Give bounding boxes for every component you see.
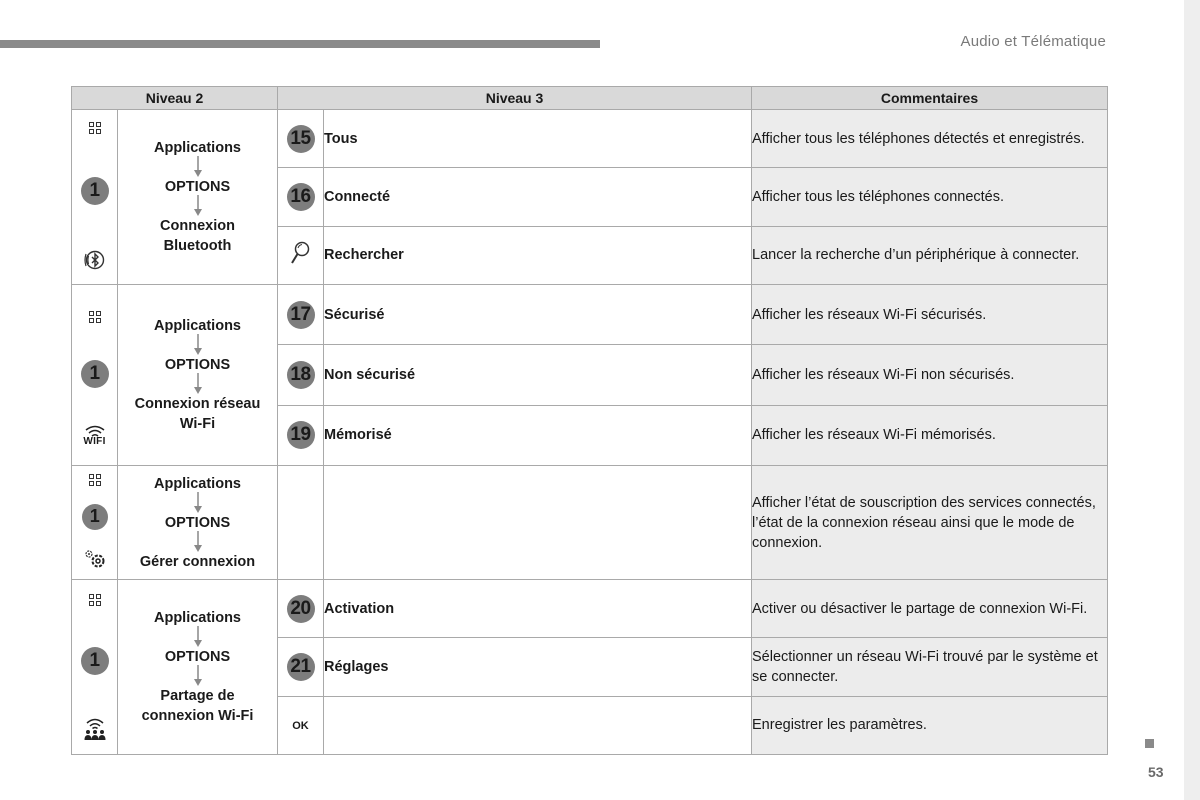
wifi-sharing-icon	[82, 716, 108, 742]
level2-path-cell	[118, 110, 278, 285]
arrow-down-icon	[193, 334, 203, 356]
level1-icon-cell	[72, 110, 118, 285]
table-row	[72, 285, 1108, 345]
applications-grid-icon	[89, 594, 101, 606]
arrow-down-icon	[193, 195, 203, 217]
level2-step-options: OPTIONS	[164, 514, 231, 531]
level1-number-badge: 1	[81, 647, 109, 675]
ok-label: OK	[292, 720, 309, 733]
level1-icon-cell	[72, 285, 118, 466]
level3-number-badge: 20	[287, 595, 315, 623]
magnifier-icon	[290, 240, 312, 266]
table-row	[72, 580, 1108, 638]
level3-number-badge: 19	[287, 421, 315, 449]
settings-table	[71, 86, 1108, 755]
level2-step-target: Gérer connexion	[139, 553, 256, 570]
header-decorative-bar	[0, 40, 600, 48]
level2-step-applications: Applications	[153, 610, 241, 626]
comment-text: Afficher tous les téléphones détectés et enregistrés.	[752, 110, 1108, 168]
level2-path-cell	[118, 285, 278, 466]
page-edge-strip	[1184, 0, 1200, 800]
level3-number-badge: 21	[287, 653, 315, 681]
level3-number-cell	[278, 466, 324, 580]
comment-text: Lancer la recherche d’un périphérique à connecter.	[752, 226, 1108, 284]
column-header-niveau-3: Niveau 3	[278, 87, 752, 110]
section-title: Audio et Télématique	[960, 33, 1106, 50]
level2-step-options: OPTIONS	[164, 649, 231, 665]
level1-number-badge: 1	[82, 504, 108, 530]
column-header-commentaires: Commentaires	[752, 87, 1108, 110]
comment-text: Afficher les réseaux Wi-Fi sécurisés.	[752, 285, 1108, 345]
level3-number-cell	[278, 405, 324, 465]
page-number: 53	[1148, 764, 1164, 780]
level1-icon-cell	[72, 466, 118, 580]
arrow-down-icon	[193, 626, 203, 648]
settings-gears-icon	[82, 548, 108, 570]
level3-label	[324, 696, 752, 754]
applications-grid-icon	[89, 122, 101, 134]
comment-text: Sélectionner un réseau Wi-Fi trouvé par le système et se connecter.	[752, 638, 1108, 696]
arrow-down-icon	[193, 665, 203, 687]
comment-text: Afficher l’état de souscription des services connectés, l’état de la connexion réseau ainsi que le mode de connexion.	[752, 466, 1108, 580]
level3-label: Activation	[324, 580, 752, 638]
level3-number-cell	[278, 285, 324, 345]
level2-step-applications: Applications	[153, 475, 241, 492]
level2-path-cell	[118, 466, 278, 580]
level2-step-target: Partage de connexion Wi-Fi	[141, 688, 254, 724]
arrow-down-icon	[193, 492, 203, 514]
level3-label: Sécurisé	[324, 285, 752, 345]
level2-step-options: OPTIONS	[164, 357, 231, 373]
level3-label: Non sécurisé	[324, 345, 752, 405]
comment-text: Afficher les réseaux Wi-Fi non sécurisés.	[752, 345, 1108, 405]
level3-number-cell	[278, 345, 324, 405]
comment-text: Enregistrer les paramètres.	[752, 696, 1108, 754]
level3-number-cell	[278, 110, 324, 168]
level3-label	[324, 466, 752, 580]
level2-step-options: OPTIONS	[164, 179, 231, 195]
table-header-row	[72, 87, 1108, 110]
level1-number-badge: 1	[81, 360, 109, 388]
level3-number-badge: 16	[287, 183, 315, 211]
level3-label: Tous	[324, 110, 752, 168]
comment-text: Afficher les réseaux Wi-Fi mémorisés.	[752, 405, 1108, 465]
level3-number-badge: 18	[287, 361, 315, 389]
applications-grid-icon	[89, 474, 101, 486]
arrow-down-icon	[193, 156, 203, 178]
table-row	[72, 110, 1108, 168]
column-header-niveau-2: Niveau 2	[72, 87, 278, 110]
bluetooth-icon	[83, 248, 107, 272]
level1-icon-cell	[72, 580, 118, 755]
table-row	[72, 466, 1108, 580]
level2-step-applications: Applications	[153, 318, 241, 334]
level2-path-cell	[118, 580, 278, 755]
level2-step-target: Connexion réseau Wi-Fi	[134, 396, 261, 432]
level3-icon-cell	[278, 226, 324, 284]
level1-number-badge: 1	[81, 177, 109, 205]
section-end-marker	[1145, 739, 1154, 748]
level3-number-cell	[278, 638, 324, 696]
comment-text: Afficher tous les téléphones connectés.	[752, 168, 1108, 226]
comment-text: Activer ou désactiver le partage de connexion Wi-Fi.	[752, 580, 1108, 638]
level3-number-badge: 17	[287, 301, 315, 329]
level3-ok-cell	[278, 696, 324, 754]
level3-label: Connecté	[324, 168, 752, 226]
level3-number-cell	[278, 168, 324, 226]
arrow-down-icon	[193, 531, 203, 553]
level3-label: Mémorisé	[324, 405, 752, 465]
level2-step-applications: Applications	[153, 140, 241, 156]
level3-label: Rechercher	[324, 226, 752, 284]
arrow-down-icon	[193, 373, 203, 395]
level3-number-cell	[278, 580, 324, 638]
level3-label: Réglages	[324, 638, 752, 696]
wifi-icon-label: WIFI	[83, 436, 106, 447]
applications-grid-icon	[89, 311, 101, 323]
level3-number-badge: 15	[287, 125, 315, 153]
level2-step-target: Connexion Bluetooth	[160, 218, 235, 254]
